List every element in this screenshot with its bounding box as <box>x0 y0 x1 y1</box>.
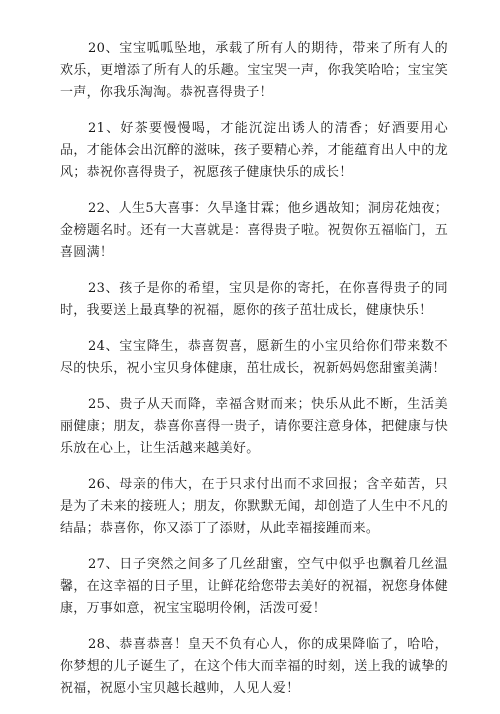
paragraph-24: 24、宝宝降生，恭喜贺喜，愿新生的小宝贝给你们带来数不尽的快乐，祝小宝贝身体健康，茁壮成长，祝新妈妈您甜蜜美满！ <box>60 339 448 376</box>
paragraph-26: 26、母亲的伟大，在于只求付出而不求回报；含辛茹苦，只是为了未来的接班人；朋友，你默默无闻，却创造了人生中不凡的结晶；恭喜你，你又添丁了添财，从此幸福接踵而来。 <box>60 477 448 536</box>
paragraph-20: 20、宝宝呱呱坠地，承载了所有人的期待，带来了所有人的欢乐，更增添了所有人的乐趣。宝宝哭一声，你我笑哈哈；宝宝笑一声，你我乐淘淘。恭祝喜得贵子！ <box>60 41 448 100</box>
paragraph-28: 28、恭喜恭喜！皇天不负有心人，你的成果降临了，哈哈，你梦想的儿子诞生了，在这个伟大而幸福的时刻，送上我的诚挚的祝福，祝愿小宝贝越长越帅，人见人爱！ <box>60 637 448 696</box>
paragraph-22: 22、人生5大喜事：久旱逢甘霖；他乡遇故知；洞房花烛夜；金榜题名时。还有一大喜就是：喜得贵子啦。祝贺你五福临门，五喜圆满！ <box>60 201 448 260</box>
document-body <box>60 38 448 714</box>
paragraph-21: 21、好茶要慢慢喝，才能沉淀出诱人的清香；好酒要用心品，才能体会出沉醉的滋味，孩子要精心养，才能蕴育出人中的龙风；恭祝你喜得贵子，祝愿孩子健康快乐的成长！ <box>60 121 448 180</box>
paragraph-27: 27、日子突然之间多了几丝甜蜜，空气中似乎也飘着几丝温馨，在这幸福的日子里，让鲜花给您带去美好的祝福，祝您身体健康，万事如意，祝宝宝聪明伶俐，活泼可爱！ <box>60 557 448 616</box>
paragraph-25: 25、贵子从天而降，幸福含财而来；快乐从此不断，生活美丽健康；朋友，恭喜你喜得一贵子，请你要注意身体，把健康与快乐放在心上，让生活越来越美好。 <box>60 397 448 456</box>
paragraph-23: 23、孩子是你的希望，宝贝是你的寄托，在你喜得贵子的同时，我要送上最真挚的祝福，愿你的孩子茁壮成长，健康快乐！ <box>60 281 448 318</box>
